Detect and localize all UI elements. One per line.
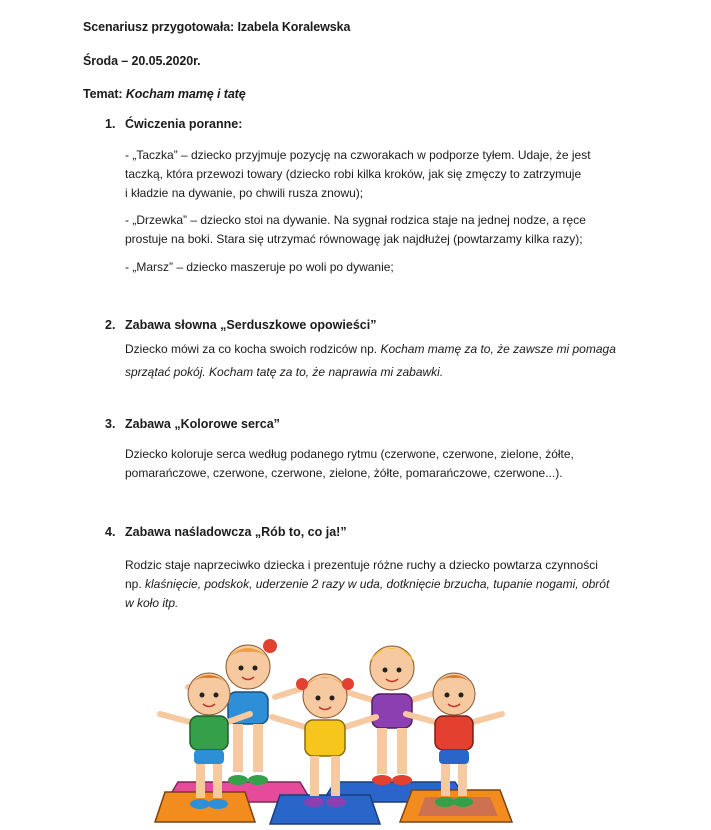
section-number: 2.: [105, 318, 116, 332]
paragraph-line: - „Taczka” – dziecko przyjmuje pozycję na czworakach w podporze tyłem. Udaje, że jest: [125, 148, 591, 162]
paragraph-line: - „Marsz” – dziecko maszeruje po woli po dywanie;: [125, 260, 394, 274]
paragraph-line: i kładzie na dywanie, po chwili rusza znowu);: [125, 186, 364, 200]
paragraph-line: Rodzic staje naprzeciwko dziecka i prezentuje różne ruchy a dziecko powtarza czynności: [125, 558, 598, 572]
paragraph-line: pomarańczowe, czerwone, czerwone, zielone, żółte, pomarańczowe, czerwone...).: [125, 466, 563, 480]
author-line: Scenariusz przygotowała: Izabela Koralewska: [83, 20, 351, 34]
paragraph-line: [125, 340, 625, 359]
text-plain: np.: [125, 577, 146, 591]
date-line: Środa – 20.05.2020r.: [83, 54, 201, 68]
section-1-title: [105, 117, 242, 131]
section-title-text: Zabawa „Kolorowe serca”: [125, 417, 280, 431]
text-plain: Dziecko mówi za co kocha swoich rodziców np.: [125, 342, 381, 356]
exercise-taczka: [125, 146, 625, 203]
section-title-text: Ćwiczenia poranne:: [125, 117, 243, 131]
section-number: 1.: [105, 117, 116, 131]
paragraph-line: sprzątać pokój. Kocham tatę za to, że naprawia mi zabawki.: [125, 365, 444, 379]
topic-label: Temat:: [83, 87, 123, 101]
section-4-body: [125, 556, 625, 613]
section-2-body: [125, 340, 625, 382]
paragraph-line: taczką, która przewozi towary (dziecko robi kilka kroków, jak się zmęczy to zatrzymuje: [125, 167, 582, 181]
topic-line: [83, 87, 246, 101]
paragraph-line: prostuje na boki. Stara się utrzymać równowagę jak najdłużej (powtarzamy kilka razy);: [125, 232, 583, 246]
children-exercising-illustration: [150, 632, 550, 827]
section-3-title: [105, 417, 280, 431]
exercise-drzewka: [125, 211, 625, 249]
topic-value: Kocham mamę i tatę: [125, 87, 246, 101]
section-number: 4.: [105, 525, 116, 539]
child-figure: [340, 646, 444, 785]
paragraph-line: - „Drzewka” – dziecko stoi na dywanie. Na sygnał rodzica staje na jednej nodze, a ręce: [125, 213, 586, 227]
section-3-body: [125, 445, 625, 483]
mat-front-middle: [270, 795, 380, 824]
exercise-marsz: [125, 258, 625, 277]
paragraph-line: [125, 575, 625, 594]
section-title-text: Zabawa słowna „Serduszkowe opowieści”: [125, 318, 377, 332]
text-italic: klaśnięcie, podskok, uderzenie 2 razy w uda, dotknięcie brzucha, tupanie nogami, obrót: [145, 577, 610, 591]
section-2-title: [105, 318, 376, 332]
paragraph-line: Dziecko koloruje serca według podanego rytmu (czerwone, czerwone, zielone, żółte,: [125, 447, 574, 461]
mat-front-right: [400, 790, 512, 822]
section-number: 3.: [105, 417, 116, 431]
section-title-text: Zabawa naśladowcza „Rób to, co ja!”: [125, 525, 347, 539]
paragraph-line: w koło itp.: [125, 596, 179, 610]
text-italic: Kocham mamę za to, że zawsze mi pomaga: [380, 342, 616, 356]
section-4-title: [105, 525, 347, 539]
